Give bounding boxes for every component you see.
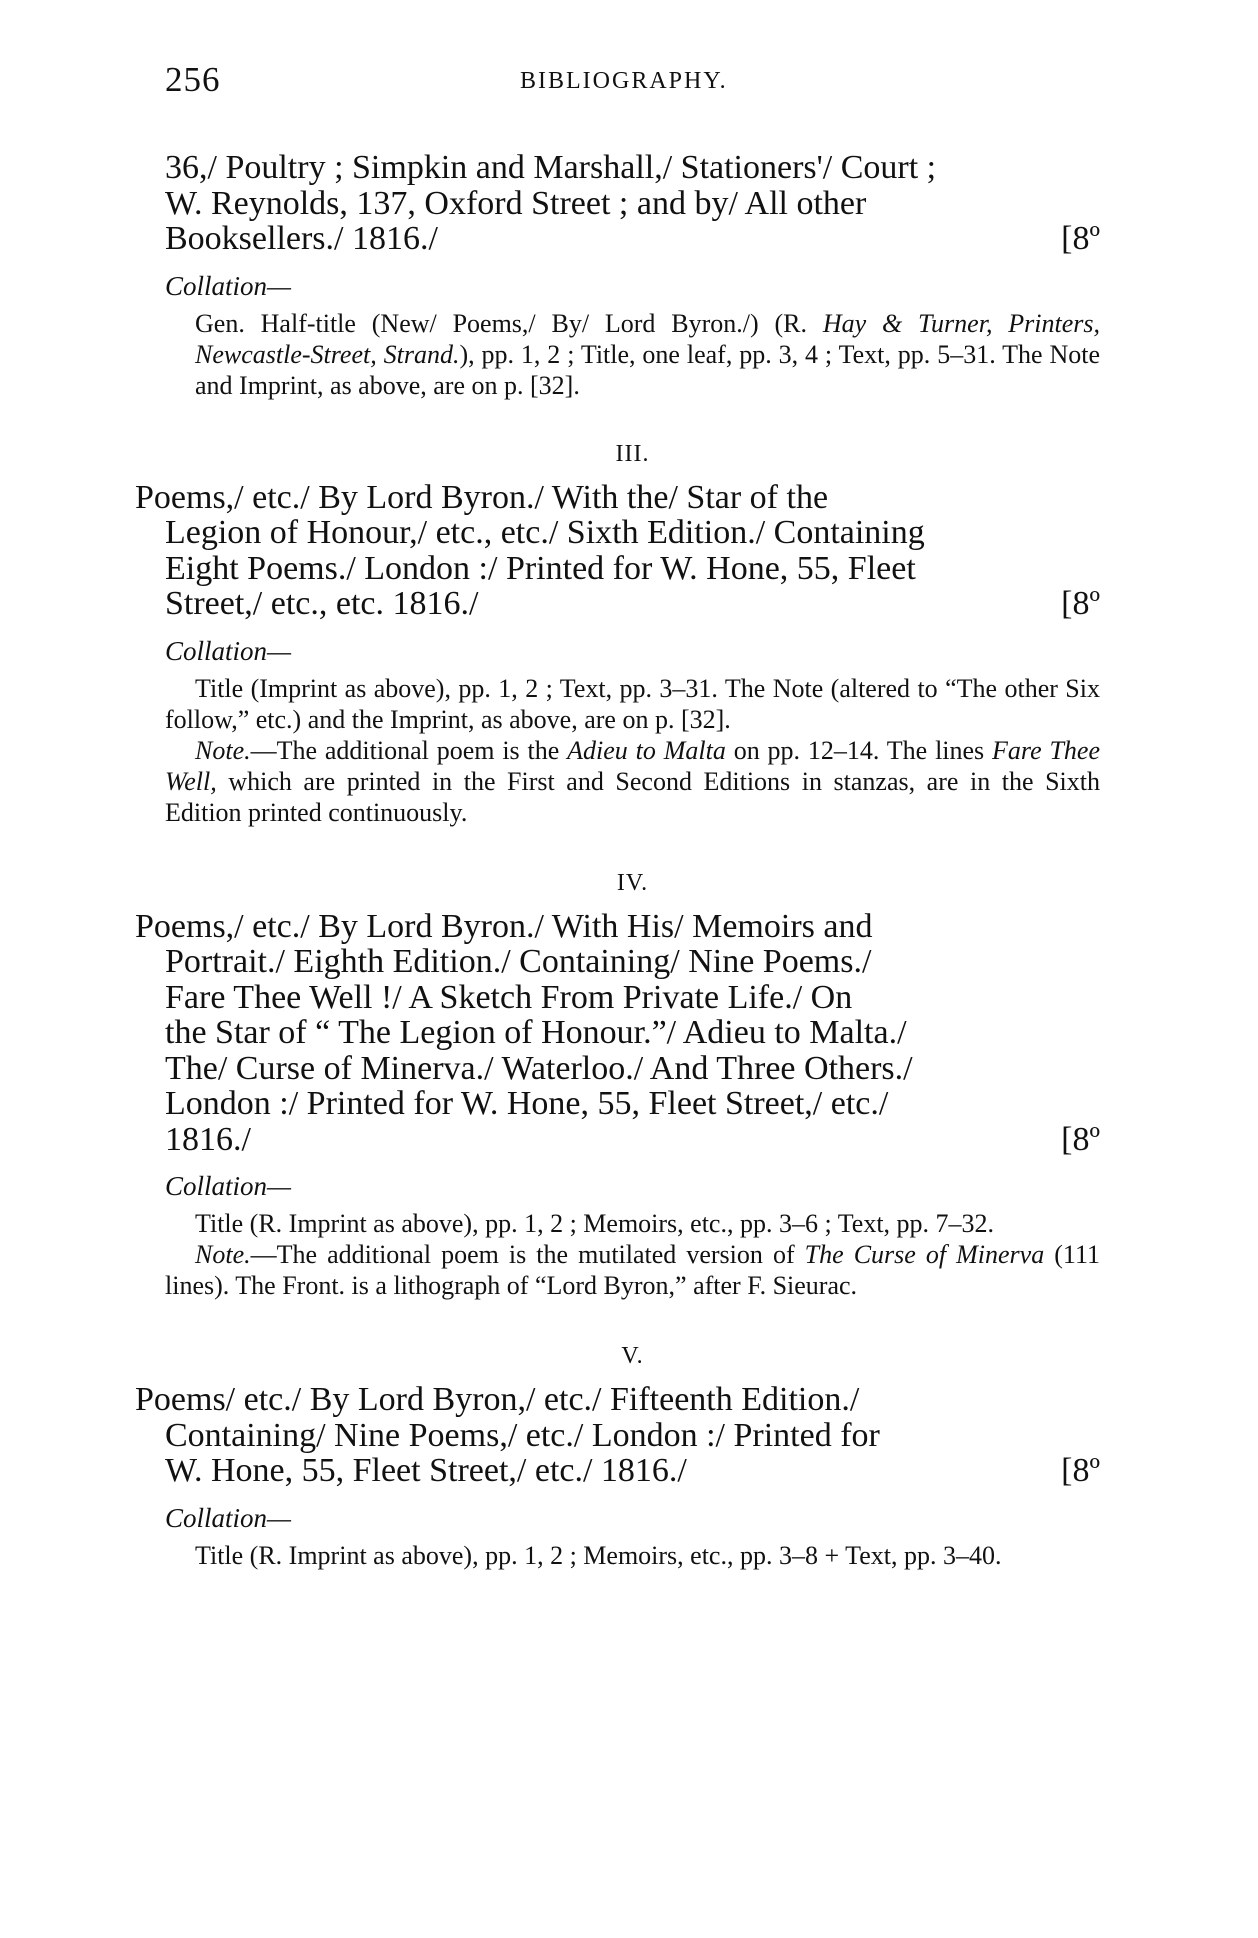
title-line-text: Street,/ etc., etc. 1816./: [165, 585, 479, 622]
intro-entry: [165, 150, 1100, 257]
intro-line: W. Reynolds, 137, Oxford Street ; and by/ All other: [165, 184, 867, 222]
entry-title: [135, 1381, 1100, 1489]
page-body: [135, 149, 1101, 1571]
collation-part: Gen. Half-title (New/ Poems,/ By/ Lord Byron./) (R.: [195, 308, 823, 338]
title-line: Portrait./ Eighth Edition./ Containing/ Nine Poems./: [165, 943, 872, 980]
collation-text: Title (Imprint as above), pp. 1, 2 ; Text, pp. 3–31. The Note (altered to “The other Six follow,” etc.) and the Imprint, as above, are on p. [32].: [165, 673, 1100, 734]
entry-title: [135, 478, 1100, 622]
title-line: London :/ Printed for W. Hone, 55, Fleet Street,/ etc./: [165, 1085, 889, 1122]
title-line: Containing/ Nine Poems,/ etc./ London :/ Printed for: [165, 1416, 880, 1454]
title-line: Eight Poems./ London :/ Printed for W. Hone, 55, Fleet: [165, 549, 916, 587]
title-line-text: 1816./: [165, 1120, 251, 1158]
section-numeral: IV.: [616, 869, 649, 896]
collation-italic: Hay & Turner, Printers, Newcastle-Street, Strand.: [195, 308, 1100, 369]
collation-text: Title (R. Imprint as above), pp. 1, 2 ; Memoirs, etc., pp. 3–6 ; Text, pp. 7–32.: [195, 1209, 995, 1238]
title-line: [165, 1453, 1100, 1489]
title-line: the Star of “ The Legion of Honour.”/ Adieu to Malta./: [165, 1014, 907, 1051]
collation-label: Collation—: [165, 1502, 292, 1533]
title-line: Poems,/ etc./ By Lord Byron./ With His/ Memoirs and: [135, 907, 873, 945]
title-line: Legion of Honour,/ etc., etc./ Sixth Edition./ Containing: [165, 514, 925, 551]
title-line: Poems/ etc./ By Lord Byron,/ etc./ Fifteenth Edition./: [135, 1381, 860, 1418]
note-text: [165, 1239, 1100, 1301]
format-mark: [8º: [1061, 220, 1100, 257]
note-part: which are printed in the First and Second Editions in stanzas, are in the Sixth Edition printed continuously.: [165, 766, 1100, 827]
format-mark: [8º: [1061, 585, 1100, 622]
collation-part: ), pp. 1, 2 ; Title, one leaf, pp. 3, 4 ; Text, pp. 5–31. The Note and Imprint, as above, are on p. [32].: [195, 339, 1100, 400]
running-head: BIBLIOGRAPHY.: [520, 68, 728, 94]
note-label: Note.: [195, 1240, 251, 1269]
title-line: [165, 1122, 1100, 1158]
note-part: on pp. 12–14. The lines: [725, 735, 993, 765]
entry-title: [135, 907, 1100, 1158]
title-line: [165, 586, 1100, 622]
title-line: Fare Thee Well !/ A Sketch From Private Life./ On: [165, 978, 853, 1016]
title-line: Poems,/ etc./ By Lord Byron./ With the/ Star of the: [135, 478, 829, 516]
note-italic: The Curse of Minerva: [804, 1240, 1045, 1269]
collation-label: Collation—: [165, 635, 292, 666]
page-header: [165, 60, 1100, 100]
note-part: —The additional poem is the: [250, 735, 568, 765]
title-line: The/ Curse of Minerva./ Waterloo./ And Three Others./: [165, 1049, 913, 1087]
intro-line-text: Booksellers./ 1816./: [165, 220, 438, 257]
section-numeral: III.: [615, 440, 650, 467]
intro-line: [165, 221, 1100, 257]
collation-text: [195, 308, 1100, 401]
note-text: [165, 735, 1100, 828]
note-part: (111 lines). The Front. is a lithograph of “Lord Byron,” after F. Sieurac.: [165, 1240, 1100, 1300]
note-part: —The additional poem is the mutilated version of: [250, 1240, 805, 1269]
intro-line: 36,/ Poultry ; Simpkin and Marshall,/ Stationers'/ Court ;: [165, 149, 937, 186]
collation-label: Collation—: [165, 1171, 292, 1201]
page-number: 256: [165, 60, 221, 99]
note-italic: Adieu to Malta: [567, 735, 726, 765]
section-numeral: V.: [621, 1343, 644, 1369]
format-mark: [8º: [1061, 1452, 1100, 1489]
note-italic: Fare Thee Well,: [165, 735, 1101, 796]
format-mark: [8º: [1061, 1120, 1100, 1158]
collation-label: Collation—: [165, 270, 292, 301]
title-line-text: W. Hone, 55, Fleet Street,/ etc./ 1816./: [165, 1452, 687, 1489]
collation-text: Title (R. Imprint as above), pp. 1, 2 ; Memoirs, etc., pp. 3–8 + Text, pp. 3–40.: [195, 1540, 1002, 1570]
note-label: Note.: [195, 735, 251, 765]
